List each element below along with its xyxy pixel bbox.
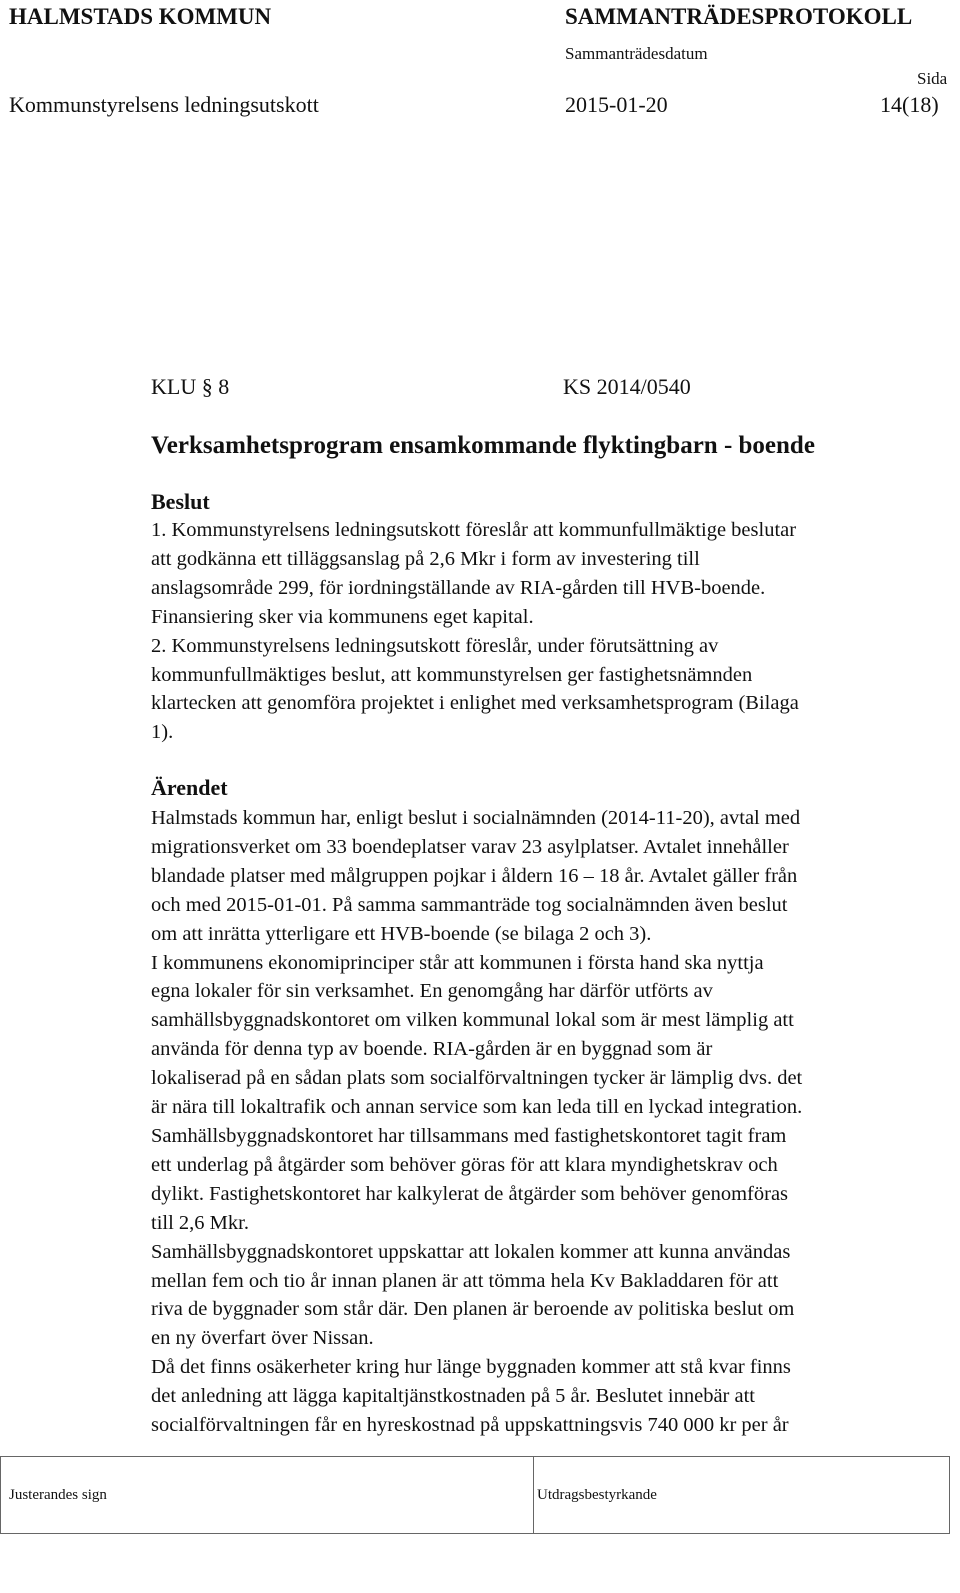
arendet-line: migrationsverket om 33 boendeplatser varav 23 asylplatser. Avtalet innehåller — [151, 835, 789, 858]
arendet-line: är nära till lokaltrafik och annan service som kan leda till en lyckad integration. — [151, 1096, 803, 1119]
meeting-date-label: Sammanträdesdatum — [565, 44, 708, 63]
case-reference — [151, 374, 691, 400]
arendet-line: Samhällsbyggnadskontoret har tillsammans med fastighetskontoret tagit fram — [151, 1124, 787, 1147]
beslut-line: 1). — [151, 721, 174, 744]
arendet-line: om att inrätta ytterligare ett HVB-boende (se bilaga 2 och 3). — [151, 922, 652, 945]
arendet-line: samhällsbyggnadskontoret om vilken kommunal lokal som är mest lämplig att — [151, 1009, 794, 1032]
ks-case-number: KS 2014/0540 — [563, 374, 691, 399]
meeting-date: 2015-01-20 — [565, 92, 668, 117]
arendet-text — [151, 804, 946, 1440]
arendet-line: det anledning att lägga kapitaltjänstkostnaden på 5 år. Beslutet innebär att — [151, 1385, 755, 1408]
arendet-line: riva de byggnader som står där. Den planen är beroende av politiska beslut om — [151, 1298, 795, 1321]
arendet-line: socialförvaltningen får en hyreskostnad på uppskattningsvis 740 000 kr per år — [151, 1414, 789, 1437]
signature-footer — [0, 1456, 950, 1534]
utdragsbestyrkande-label: Utdragsbestyrkande — [537, 1487, 657, 1503]
beslut-heading: Beslut — [151, 489, 210, 514]
page-label: Sida — [917, 69, 948, 88]
arendet-line: dylikt. Fastighetskontoret har kalkylerat de åtgärder som behöver genomföras — [151, 1182, 789, 1205]
arendet-line: egna lokaler för sin verksamhet. En genomgång har därför utförts av — [151, 980, 713, 1003]
beslut-text — [151, 516, 946, 747]
case-title: Verksamhetsprogram ensamkommande flyktingbarn - boende — [151, 432, 815, 459]
footer-divider — [533, 1457, 534, 1533]
arendet-line: mellan fem och tio år innan planen är att tömma hela Kv Bakladdaren för att — [151, 1269, 779, 1292]
beslut-line: Finansiering sker via kommunens eget kapital. — [151, 605, 534, 628]
arendet-line: Halmstads kommun har, enligt beslut i socialnämnden (2014-11-20), avtal med — [151, 807, 801, 829]
beslut-line: 1. Kommunstyrelsens ledningsutskott föreslår att kommunfullmäktige beslutar — [151, 519, 797, 541]
document-type: SAMMANTRÄDESPROTOKOLL — [565, 4, 913, 29]
beslut-line: klartecken att genomföra projektet i enlighet med verksamhetsprogram (Bilaga — [151, 692, 799, 715]
arendet-line: till 2,6 Mkr. — [151, 1211, 249, 1234]
arendet-line: använda för denna typ av boende. RIA-gården är en byggnad som är — [151, 1038, 713, 1061]
page-number: 14(18) — [880, 92, 939, 117]
beslut-line: att godkänna ett tilläggsanslag på 2,6 Mkr i form av investering till — [151, 547, 700, 570]
committee-name: Kommunstyrelsens ledningsutskott — [9, 92, 319, 117]
beslut-line: 2. Kommunstyrelsens ledningsutskott föreslår, under förutsättning av — [151, 634, 719, 657]
arendet-line: ett underlag på åtgärder som behöver göras för att klara myndighetskrav och — [151, 1153, 778, 1176]
arendet-line: lokaliserad på en sådan plats som socialförvaltningen tycker är lämplig dvs. det — [151, 1067, 803, 1090]
organization-name: HALMSTADS KOMMUN — [9, 4, 272, 29]
arendet-heading: Ärendet — [151, 775, 228, 800]
arendet-line: blandade platser med målgruppen pojkar i åldern 16 – 18 år. Avtalet gäller från — [151, 864, 798, 887]
arendet-line: Samhällsbyggnadskontoret uppskattar att lokalen kommer att kunna användas — [151, 1240, 791, 1263]
beslut-line: kommunfullmäktiges beslut, att kommunstyrelsen ger fastighetsnämnden — [151, 663, 753, 686]
arendet-line: I kommunens ekonomiprinciper står att kommunen i första hand ska nyttja — [151, 951, 764, 974]
beslut-line: anslagsområde 299, för iordningställande av RIA-gården till HVB-boende. — [151, 576, 766, 599]
arendet-line: Då det finns osäkerheter kring hur länge byggnaden kommer att stå kvar finns — [151, 1356, 791, 1379]
justerandes-sign-label: Justerandes sign — [9, 1487, 107, 1503]
klu-paragraph: KLU § 8 — [151, 374, 230, 399]
arendet-line: en ny överfart över Nissan. — [151, 1327, 374, 1350]
arendet-line: och med 2015-01-01. På samma sammanträde tog socialnämnden även beslut — [151, 893, 788, 916]
